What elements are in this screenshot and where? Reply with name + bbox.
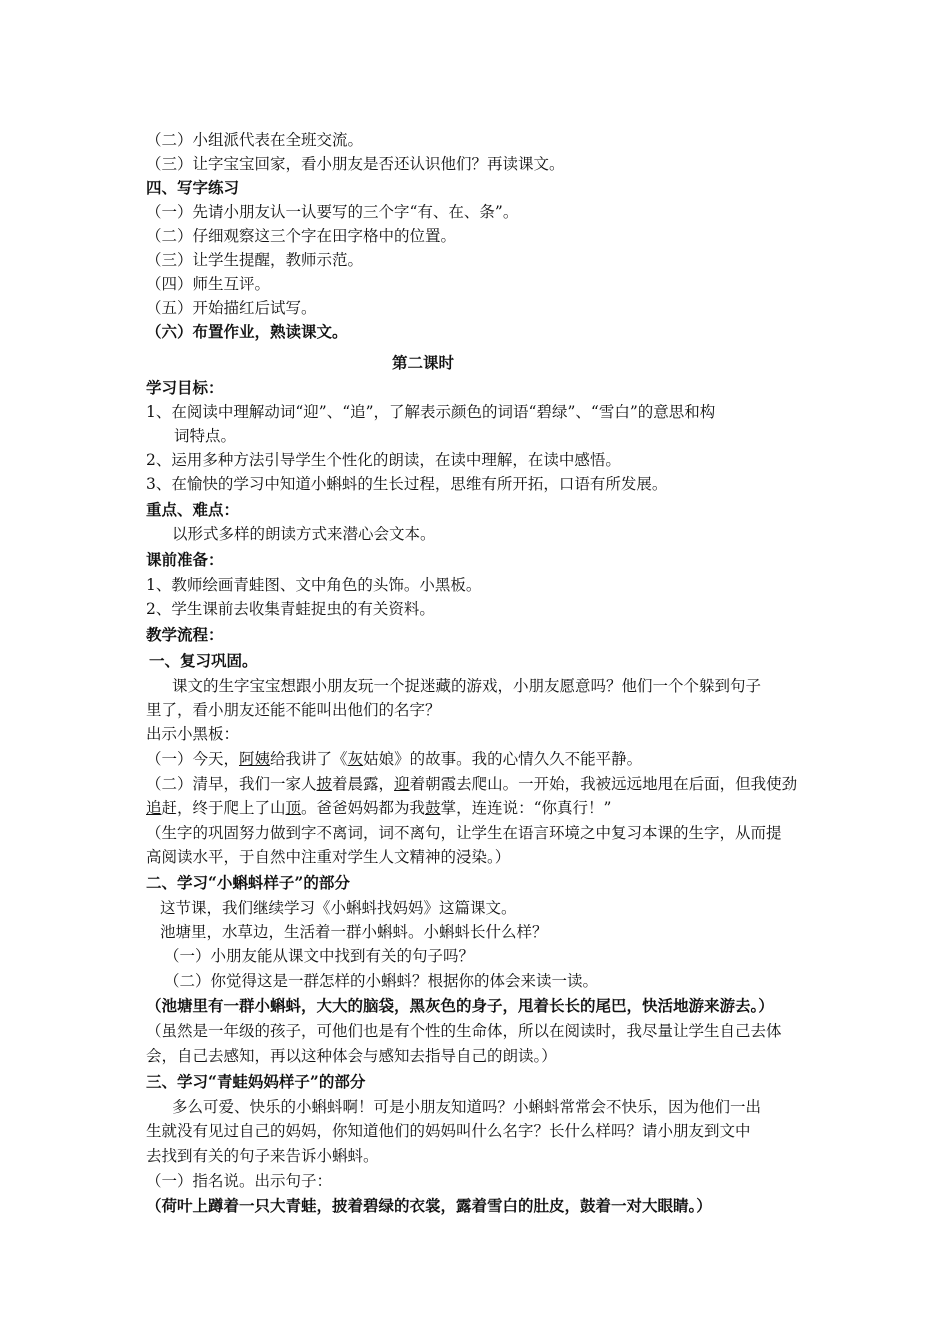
underlined-word: 顶 bbox=[285, 799, 302, 817]
text-line: 2、学生课前去收集青蛙捉虫的有关资料。 bbox=[146, 600, 435, 618]
underlined-word: 阿姨 bbox=[239, 750, 271, 768]
underlined-word: 追 bbox=[146, 799, 162, 817]
text-line: 出示小黑板： bbox=[146, 725, 240, 743]
lesson-title: 第二课时 bbox=[392, 353, 455, 372]
example-sentence: 追赶，终于爬上了山顶。爸爸妈妈都为我鼓掌，连连说：“你真行！” bbox=[146, 799, 612, 817]
text-line: （一）指名说。出示句子： bbox=[146, 1172, 333, 1190]
teacher-note: （虽然是一年级的孩子，可他们也是有个性的生命体，所以在阅读时，我尽量让学生自己去体 bbox=[146, 1022, 782, 1040]
underlined-word: 鼓 bbox=[425, 799, 441, 817]
section-heading: 三、学习“青蛙妈妈样子”的部分 bbox=[146, 1072, 366, 1091]
text-line: 1、教师绘画青蛙图、文中角色的头饰。小黑板。 bbox=[146, 576, 482, 594]
text-line: 1、在阅读中理解动词“迎”、“追”，了解表示颜色的词语“碧绿”、“雪白”的意思和构 bbox=[146, 403, 716, 421]
text-line: （二）你觉得这是一群怎样的小蝌蚪？根据你的体会来读一读。 bbox=[164, 972, 599, 990]
text-line: 多么可爱、快乐的小蝌蚪啊！可是小朋友知道吗？小蝌蚪常常会不快乐，因为他们一出 bbox=[172, 1098, 762, 1116]
text-line: （三）让学生提醒，教师示范。 bbox=[146, 251, 364, 269]
text-line: 词特点。 bbox=[174, 427, 237, 445]
text-line: （一）小朋友能从课文中找到有关的句子吗？ bbox=[164, 947, 475, 965]
teacher-note: 高阅读水平，于自然中注重对学生人文精神的浸染。） bbox=[146, 848, 511, 866]
text-line: 以形式多样的朗读方式来潜心会文本。 bbox=[172, 525, 436, 543]
example-sentence: （二）清早，我们一家人披着晨露，迎着朝霞去爬山。一开始，我被远远地甩在后面，但我使劲 bbox=[146, 775, 798, 793]
section-heading: 四、写字练习 bbox=[146, 178, 240, 197]
teacher-note: 会，自己去感知，再以这种体会与感知去指导自己的朗读。） bbox=[146, 1047, 557, 1065]
text-line: 2、运用多种方法引导学生个性化的朗读，在读中理解，在读中感悟。 bbox=[146, 451, 621, 469]
text-line-bold: （六）布置作业，熟读课文。 bbox=[146, 322, 348, 341]
text-line-bold: （荷叶上蹲着一只大青蛙，披着碧绿的衣裳，露着雪白的肚皮，鼓着一对大眼睛。） bbox=[146, 1196, 712, 1215]
text-line: （四）师生互评。 bbox=[146, 275, 271, 293]
text-line: 里了，看小朋友还能不能叫出他们的名字？ bbox=[146, 701, 441, 719]
section-heading: 一、复习巩固。 bbox=[149, 651, 258, 670]
text-line: 生就没有见过自己的妈妈，你知道他们的妈妈叫什么名字？长什么样吗？请小朋友到文中 bbox=[146, 1122, 751, 1140]
text-line: 去找到有关的句子来告诉小蝌蚪。 bbox=[146, 1147, 379, 1165]
section-heading: 课前准备： bbox=[146, 550, 224, 569]
section-heading: 教学流程： bbox=[146, 625, 224, 644]
section-heading: 二、学习“小蝌蚪样子”的部分 bbox=[146, 873, 350, 892]
text-line: （一）先请小朋友认一认要写的三个字“有、在、条”。 bbox=[146, 203, 519, 221]
text-line: （二）小组派代表在全班交流。 bbox=[146, 131, 364, 149]
section-heading: 学习目标： bbox=[146, 378, 224, 397]
text-line: 池塘里，水草边，生活着一群小蝌蚪。小蝌蚪长什么样？ bbox=[160, 923, 548, 941]
section-heading: 重点、难点： bbox=[146, 500, 240, 519]
example-sentence: （一）今天，阿姨给我讲了《灰姑娘》的故事。我的心情久久不能平静。 bbox=[146, 750, 643, 768]
text-line: 课文的生字宝宝想跟小朋友玩一个捉迷藏的游戏，小朋友愿意吗？他们一个个躲到句子 bbox=[172, 677, 762, 695]
text-line-bold: （池塘里有一群小蝌蚪，大大的脑袋，黑灰色的身子，甩着长长的尾巴，快活地游来游去。） bbox=[146, 996, 774, 1015]
text-line: （三）让字宝宝回家，看小朋友是否还认识他们？再读课文。 bbox=[146, 155, 565, 173]
underlined-word: 迎 bbox=[394, 775, 410, 793]
underlined-word: 披 bbox=[316, 775, 333, 793]
underlined-word: 灰 bbox=[347, 750, 364, 768]
text-line: （五）开始描红后试写。 bbox=[146, 299, 317, 317]
teacher-note: （生字的巩固努力做到字不离词，词不离句，让学生在语言环境之中复习本课的生字，从而提 bbox=[146, 824, 782, 842]
text-line: （二）仔细观察这三个字在田字格中的位置。 bbox=[146, 227, 457, 245]
text-line: 这节课，我们继续学习《小蝌蚪找妈妈》这篇课文。 bbox=[160, 899, 517, 917]
text-line: 3、在愉快的学习中知道小蝌蚪的生长过程，思维有所开拓，口语有所发展。 bbox=[146, 475, 668, 493]
